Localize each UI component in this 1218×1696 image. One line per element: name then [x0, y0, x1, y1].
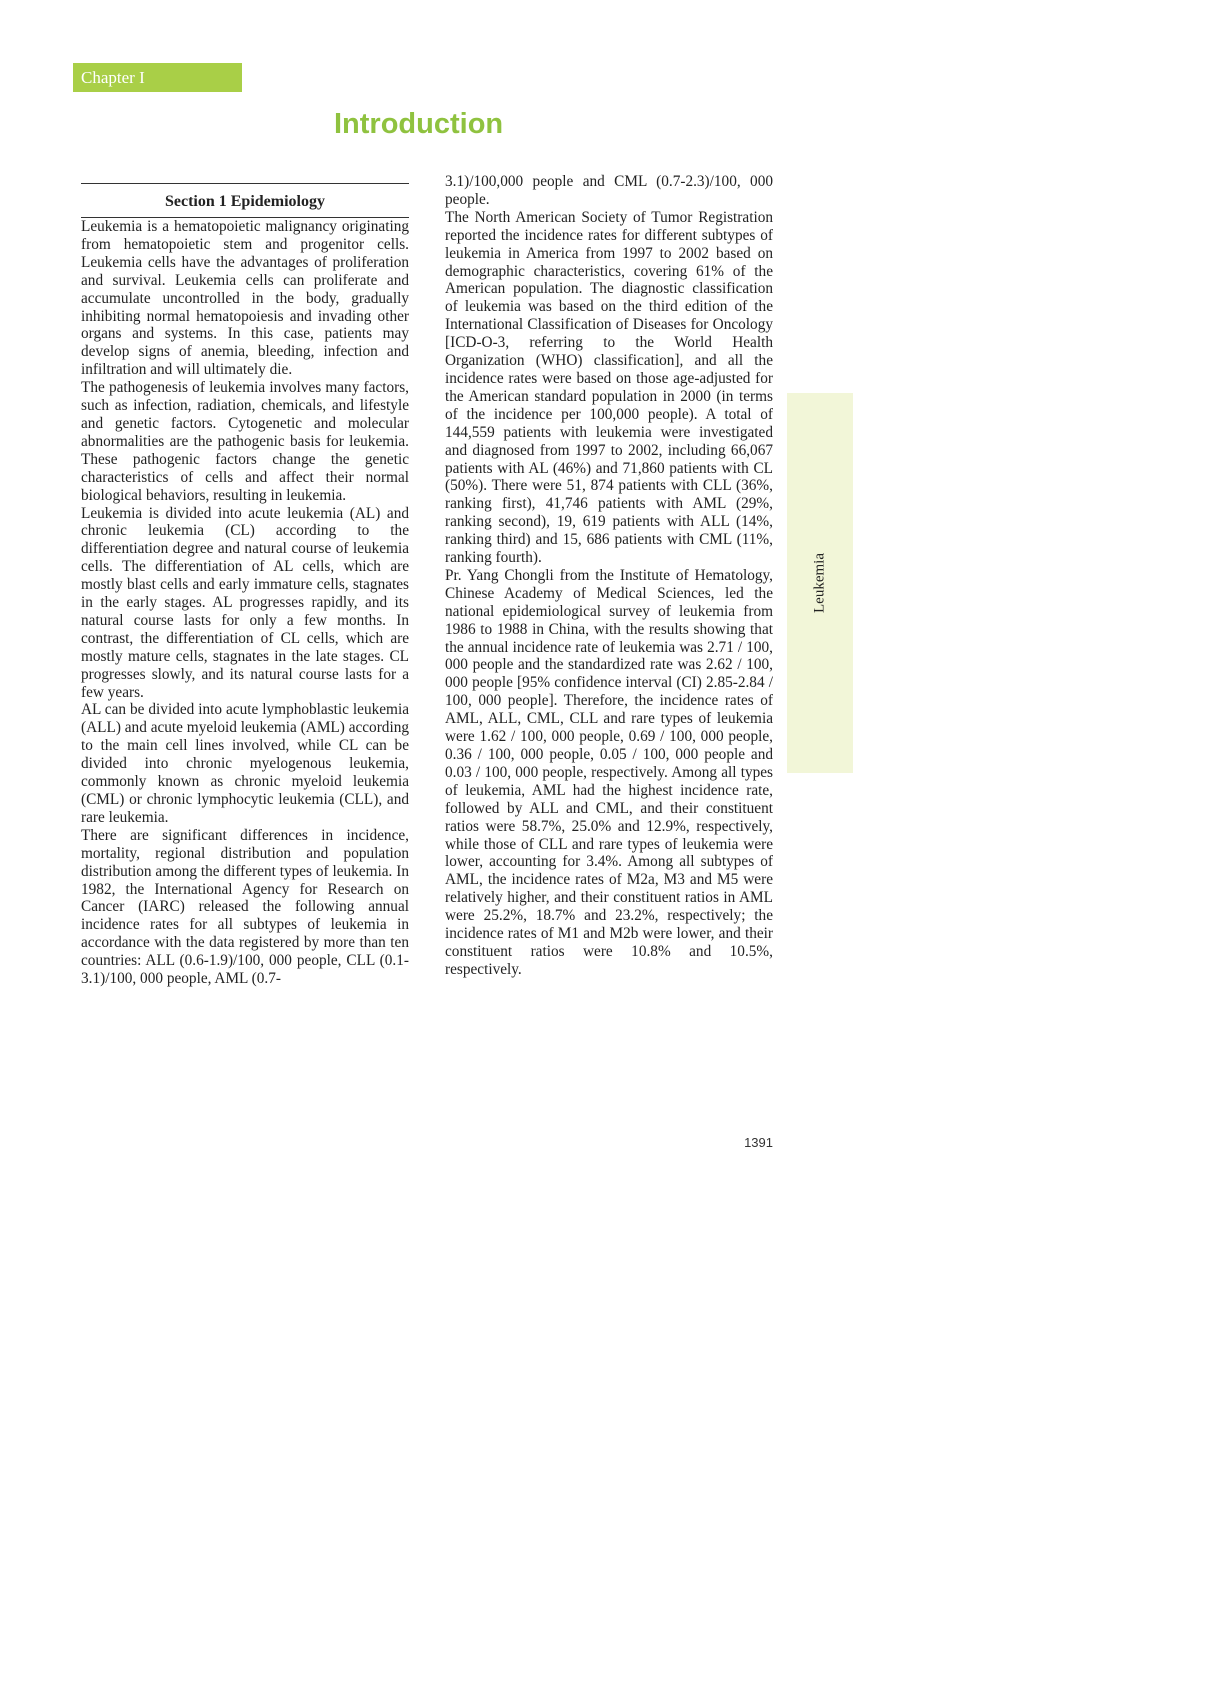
paragraph-pathogenesis: The pathogenesis of leukemia involves many factors, such as infection, radiation, chemicals, and lifestyle and genetic factors. Cytogenetic and molecular abnormalities are the pathogenic basis for leukemia. These pathogenic factors change the genetic characteristics of cells and affect their normal biological behaviors, resulting in leukemia. — [81, 379, 409, 504]
chapter-label: Chapter I — [73, 63, 242, 92]
paragraph-north-america: The North American Society of Tumor Registration reported the incidence rates for different subtypes of leukemia in America from 1997 to 2002 based on demographic characteristics, covering 61% of the American population. The diagnostic classification of leukemia was based on the third edition of the International Classification of Diseases for Oncology [ICD-O-3, referring to the World Health Organization (WHO) classification], and all the incidence rates were based on those age-adjusted for the American standard population in 2000 (in terms of the incidence per 100,000 people). A total of 144,559 patients with leukemia were investigated and diagnosed from 1997 to 2002, including 66,067 patients with AL (46%) and 71,860 patients with CL (50%). There were 51, 874 patients with CLL (36%, ranking first), 41,746 patients with AML (29%, ranking second), 19, 619 patients with ALL (14%, ranking third) and 15, 686 patients with CML (11%, ranking fourth). — [445, 208, 773, 567]
right-column — [445, 173, 773, 979]
page-number: 1391 — [744, 1135, 773, 1150]
left-column — [81, 218, 409, 988]
paragraph-classification: Leukemia is divided into acute leukemia (AL) and chronic leukemia (CL) according to the differentiation degree and natural course of leukemia cells. The differentiation of AL cells, which are mostly blast cells and early immature cells, stagnates in the early stages. AL progresses rapidly, and its natural course lasts for only a few months. In contrast, the differentiation of CL cells, which are mostly mature cells, stagnates in the late stages. CL progresses slowly, and its natural course lasts for a few years. — [81, 504, 409, 701]
paragraph-iarc-continued: 3.1)/100,000 people and CML (0.7-2.3)/100, 000 people. — [445, 173, 773, 208]
paragraph-china-survey: Pr. Yang Chongli from the Institute of Hematology, Chinese Academy of Medical Sciences, led the national epidemiological survey of leukemia from 1986 to 1988 in China, with the results showing that the annual incidence rate of leukemia was 2.71 / 100, 000 people and the standardized rate was 2.62 / 100, 000 people [95% confidence interval (CI) 2.85-2.84 / 100, 000 people]. Therefore, the incidence rates of AML, ALL, CML, CLL and rare types of leukemia were 1.62 / 100, 000 people, 0.69 / 100, 000 people, 0.36 / 100, 000 people, 0.05 / 100, 000 people and 0.03 / 100, 000 people, respectively. Among all types of leukemia, AML had the highest incidence rate, followed by ALL and CML, and their constituent ratios were 58.7%, 25.0% and 12.9%, respectively, while those of CLL and rare types of leukemia were lower, accounting for 3.4%. Among all subtypes of AML, the incidence rates of M2a, M3 and M5 were relatively higher, and their constituent ratios in AML were 25.2%, 18.7% and 23.2%, respectively; the incidence rates of M1 and M2b were lower, and their constituent ratios were 10.8% and 10.5%, respectively. — [445, 566, 773, 978]
paragraph-iarc-start: There are significant differences in incidence, mortality, regional distribution and population distribution among the different types of leukemia. In 1982, the International Agency for Research on Cancer (IARC) released the following annual incidence rates for all subtypes of leukemia in accordance with the data registered by more than ten countries: ALL (0.6-1.9)/100, 000 people, CLL (0.1-3.1)/100, 000 people, AML (0.7- — [81, 826, 409, 988]
paragraph-definition: Leukemia is a hematopoietic malignancy originating from hematopoietic stem and progenitor cells. Leukemia cells have the advantages of proliferation and survival. Leukemia cells can proliferate and accumulate uncontrolled in the body, gradually inhibiting normal hematopoiesis and invading other organs and systems. In this case, patients may develop signs of anemia, bleeding, infection and infiltration and will ultimately die. — [81, 218, 409, 379]
page-title: Introduction — [334, 108, 504, 140]
paragraph-subtypes: AL can be divided into acute lymphoblastic leukemia (ALL) and acute myeloid leukemia (AML) according to the main cell lines involved, while CL can be divided into chronic myelogenous leukemia, commonly known as chronic myeloid leukemia (CML) or chronic lymphocytic leukemia (CLL), and rare leukemia. — [81, 701, 409, 826]
side-tab-label: Leukemia — [811, 553, 828, 613]
side-tab — [787, 393, 853, 773]
section-rule-top — [81, 183, 409, 184]
section-heading: Section 1 Epidemiology — [164, 193, 325, 210]
